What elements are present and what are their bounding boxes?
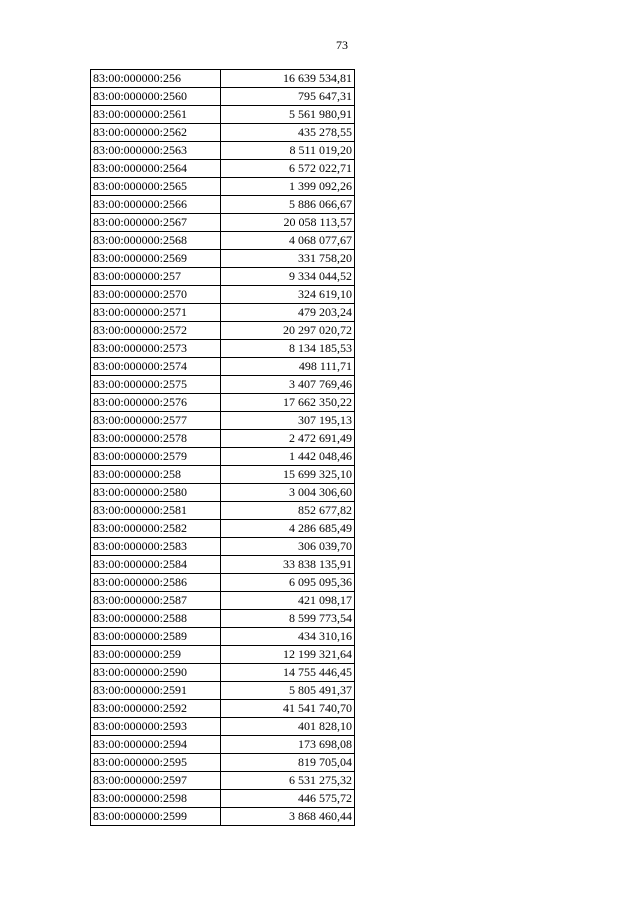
table-row xyxy=(91,214,355,232)
value-cell: 3 868 460,44 xyxy=(221,808,355,826)
cadastral-number-cell: 83:00:000000:2598 xyxy=(91,790,221,808)
value-cell: 17 662 350,22 xyxy=(221,394,355,412)
value-cell: 3 004 306,60 xyxy=(221,484,355,502)
table-row xyxy=(91,412,355,430)
page-number: 73 xyxy=(336,38,348,52)
value-cell: 1 442 048,46 xyxy=(221,448,355,466)
table-row xyxy=(91,502,355,520)
table-row xyxy=(91,646,355,664)
value-cell: 306 039,70 xyxy=(221,538,355,556)
cadastral-number-cell: 83:00:000000:2566 xyxy=(91,196,221,214)
cadastral-number-cell: 83:00:000000:2570 xyxy=(91,286,221,304)
value-cell: 9 334 044,52 xyxy=(221,268,355,286)
value-cell: 307 195,13 xyxy=(221,412,355,430)
cadastral-number-cell: 83:00:000000:2569 xyxy=(91,250,221,268)
value-cell: 331 758,20 xyxy=(221,250,355,268)
value-cell: 435 278,55 xyxy=(221,124,355,142)
value-cell: 8 134 185,53 xyxy=(221,340,355,358)
table-row xyxy=(91,250,355,268)
table-row xyxy=(91,106,355,124)
cadastral-number-cell: 83:00:000000:2593 xyxy=(91,718,221,736)
value-cell: 33 838 135,91 xyxy=(221,556,355,574)
value-cell: 173 698,08 xyxy=(221,736,355,754)
cadastral-number-cell: 83:00:000000:2587 xyxy=(91,592,221,610)
table-row xyxy=(91,196,355,214)
table-row xyxy=(91,556,355,574)
table-row xyxy=(91,142,355,160)
value-cell: 434 310,16 xyxy=(221,628,355,646)
table-row xyxy=(91,808,355,826)
value-cell: 12 199 321,64 xyxy=(221,646,355,664)
value-cell: 795 647,31 xyxy=(221,88,355,106)
table-row xyxy=(91,736,355,754)
table-row xyxy=(91,268,355,286)
cadastral-number-cell: 83:00:000000:2563 xyxy=(91,142,221,160)
value-cell: 498 111,71 xyxy=(221,358,355,376)
table-row xyxy=(91,358,355,376)
cadastral-number-cell: 83:00:000000:2597 xyxy=(91,772,221,790)
cadastral-number-cell: 83:00:000000:2580 xyxy=(91,484,221,502)
table-row xyxy=(91,610,355,628)
cadastral-number-cell: 83:00:000000:2595 xyxy=(91,754,221,772)
table-row xyxy=(91,772,355,790)
table-row xyxy=(91,178,355,196)
value-cell: 6 531 275,32 xyxy=(221,772,355,790)
value-cell: 8 599 773,54 xyxy=(221,610,355,628)
cadastral-number-cell: 83:00:000000:2589 xyxy=(91,628,221,646)
value-cell: 6 095 095,36 xyxy=(221,574,355,592)
cadastral-number-cell: 83:00:000000:2576 xyxy=(91,394,221,412)
table-row xyxy=(91,682,355,700)
table-row xyxy=(91,466,355,484)
cadastral-number-cell: 83:00:000000:2578 xyxy=(91,430,221,448)
table-row xyxy=(91,484,355,502)
table-row xyxy=(91,574,355,592)
cadastral-number-cell: 83:00:000000:257 xyxy=(91,268,221,286)
value-cell: 14 755 446,45 xyxy=(221,664,355,682)
table-row xyxy=(91,538,355,556)
value-cell: 5 561 980,91 xyxy=(221,106,355,124)
value-cell: 4 286 685,49 xyxy=(221,520,355,538)
table-row xyxy=(91,232,355,250)
table-row xyxy=(91,448,355,466)
cadastral-number-cell: 83:00:000000:2588 xyxy=(91,610,221,628)
cadastral-number-cell: 83:00:000000:2567 xyxy=(91,214,221,232)
value-cell: 5 886 066,67 xyxy=(221,196,355,214)
cadastral-number-cell: 83:00:000000:2572 xyxy=(91,322,221,340)
value-cell: 5 805 491,37 xyxy=(221,682,355,700)
value-cell: 479 203,24 xyxy=(221,304,355,322)
cadastral-number-cell: 83:00:000000:2574 xyxy=(91,358,221,376)
cadastral-number-cell: 83:00:000000:2568 xyxy=(91,232,221,250)
cadastral-number-cell: 83:00:000000:2565 xyxy=(91,178,221,196)
cadastral-number-cell: 83:00:000000:2583 xyxy=(91,538,221,556)
table-row xyxy=(91,628,355,646)
table-body xyxy=(91,70,355,826)
cadastral-number-cell: 83:00:000000:2562 xyxy=(91,124,221,142)
table-row xyxy=(91,340,355,358)
value-cell: 2 472 691,49 xyxy=(221,430,355,448)
table-row xyxy=(91,88,355,106)
table-row xyxy=(91,520,355,538)
value-cell: 4 068 077,67 xyxy=(221,232,355,250)
value-cell: 401 828,10 xyxy=(221,718,355,736)
cadastral-number-cell: 83:00:000000:2599 xyxy=(91,808,221,826)
table-row xyxy=(91,430,355,448)
cadastral-number-cell: 83:00:000000:256 xyxy=(91,70,221,88)
cadastral-number-cell: 83:00:000000:2560 xyxy=(91,88,221,106)
table-row xyxy=(91,160,355,178)
table-row xyxy=(91,664,355,682)
cadastral-value-table xyxy=(90,69,355,826)
table-row xyxy=(91,376,355,394)
value-cell: 6 572 022,71 xyxy=(221,160,355,178)
value-cell: 15 699 325,10 xyxy=(221,466,355,484)
cadastral-number-cell: 83:00:000000:2581 xyxy=(91,502,221,520)
table-row xyxy=(91,304,355,322)
value-cell: 421 098,17 xyxy=(221,592,355,610)
value-cell: 852 677,82 xyxy=(221,502,355,520)
value-cell: 20 297 020,72 xyxy=(221,322,355,340)
table-row xyxy=(91,322,355,340)
cadastral-number-cell: 83:00:000000:2590 xyxy=(91,664,221,682)
cadastral-number-cell: 83:00:000000:2582 xyxy=(91,520,221,538)
table-row xyxy=(91,394,355,412)
table-row xyxy=(91,286,355,304)
cadastral-number-cell: 83:00:000000:2592 xyxy=(91,700,221,718)
cadastral-number-cell: 83:00:000000:2575 xyxy=(91,376,221,394)
cadastral-number-cell: 83:00:000000:2573 xyxy=(91,340,221,358)
value-cell: 446 575,72 xyxy=(221,790,355,808)
cadastral-number-cell: 83:00:000000:2561 xyxy=(91,106,221,124)
cadastral-number-cell: 83:00:000000:2577 xyxy=(91,412,221,430)
cadastral-number-cell: 83:00:000000:2564 xyxy=(91,160,221,178)
value-cell: 20 058 113,57 xyxy=(221,214,355,232)
value-cell: 8 511 019,20 xyxy=(221,142,355,160)
cadastral-number-cell: 83:00:000000:2571 xyxy=(91,304,221,322)
table-row xyxy=(91,592,355,610)
cadastral-number-cell: 83:00:000000:258 xyxy=(91,466,221,484)
cadastral-number-cell: 83:00:000000:2586 xyxy=(91,574,221,592)
value-cell: 41 541 740,70 xyxy=(221,700,355,718)
cadastral-number-cell: 83:00:000000:2584 xyxy=(91,556,221,574)
table-row xyxy=(91,700,355,718)
value-cell: 3 407 769,46 xyxy=(221,376,355,394)
cadastral-number-cell: 83:00:000000:2594 xyxy=(91,736,221,754)
value-cell: 324 619,10 xyxy=(221,286,355,304)
table-row xyxy=(91,754,355,772)
table-row xyxy=(91,124,355,142)
table-row xyxy=(91,70,355,88)
value-cell: 819 705,04 xyxy=(221,754,355,772)
cadastral-number-cell: 83:00:000000:259 xyxy=(91,646,221,664)
cadastral-number-cell: 83:00:000000:2591 xyxy=(91,682,221,700)
value-cell: 1 399 092,26 xyxy=(221,178,355,196)
value-cell: 16 639 534,81 xyxy=(221,70,355,88)
cadastral-number-cell: 83:00:000000:2579 xyxy=(91,448,221,466)
table-row xyxy=(91,790,355,808)
table-row xyxy=(91,718,355,736)
